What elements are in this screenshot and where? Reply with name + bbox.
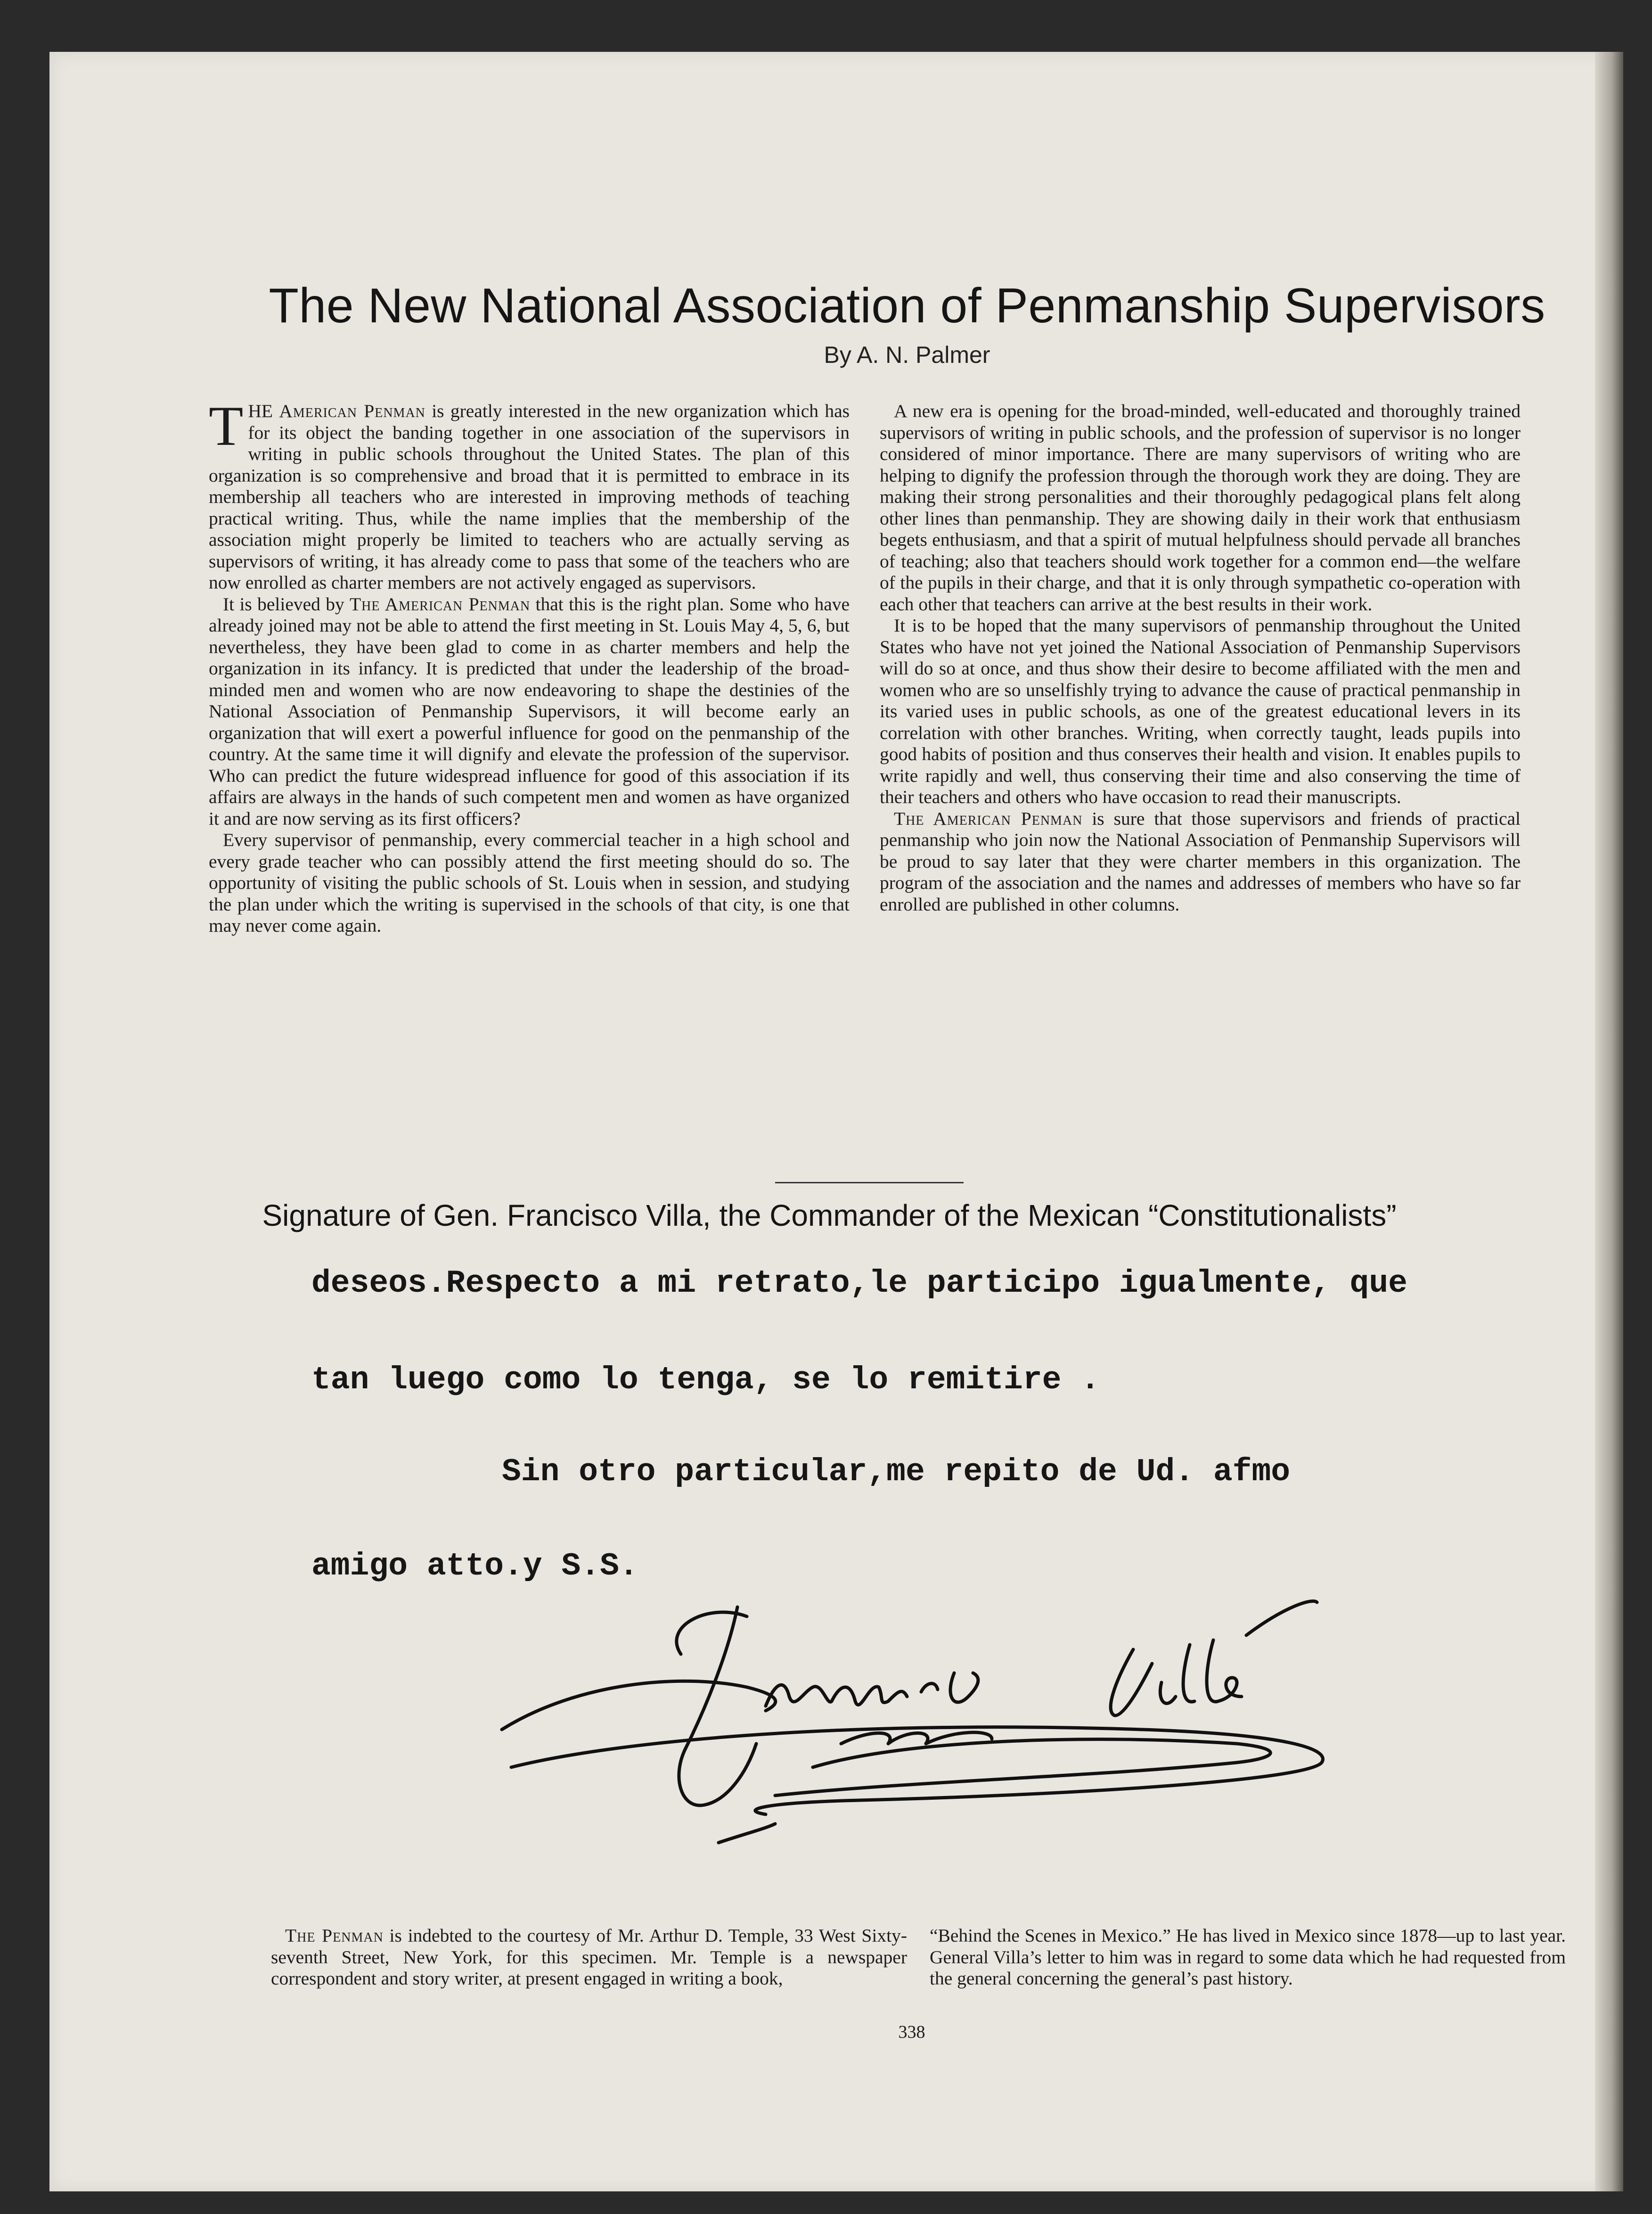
paragraph-text: is sure that those supervisors and friends of practical penmanship who join now the National Association of Penmanship Supervisors will be proud to say later that they were charter members in this organization. The program of the association and the names and addresses of members who have so far enrolled are published in other columns. xyxy=(880,808,1521,915)
paragraph-text: is indebted to the courtesy of Mr. Arthur D. Temple, 33 West Sixty-seventh Street, New York, for this specimen. Mr. Temple is a newspaper correspondent and story writer, at present engaged in writing a book, xyxy=(271,1925,907,1989)
paragraph: “Behind the Scenes in Mexico.” He has lived in Mexico since 1878—up to last year. General Villa’s letter to him was in regard to some data which he had requested from the general concerning the general’s past history. xyxy=(930,1925,1566,1989)
right-column xyxy=(880,401,1521,915)
footnote-right xyxy=(930,1925,1566,1990)
section-divider xyxy=(775,1182,964,1183)
paragraph: A new era is opening for the broad-minded, well-educated and thoroughly trained supervisors of writing in public schools, and the profession of supervisor is no longer considered of minor importance. There are many supervisors of writing who are helping to dignify the profession through the thorough work they are doing. They are making their strong personalities and their thoroughly pedagogical plans felt along other lines than penmanship. They are showing daily in their work that enthusiasm begets enthusiasm, and that a spirit of mutual helpfulness should pervade all branches of teaching; also that teachers should work together for a common end—the welfare of the pupils in their charge, and that it is only through sympathetic co-operation with each other that teachers can arrive at the best results in their work. xyxy=(880,401,1521,615)
left-column xyxy=(209,394,850,937)
paragraph-lead: HE xyxy=(248,401,279,421)
typed-line: amigo atto.y S.S. xyxy=(311,1548,638,1584)
publication-name: American Penman xyxy=(279,401,425,421)
footnote-left xyxy=(271,1925,907,1990)
villa-signature xyxy=(483,1588,1416,1852)
paragraph xyxy=(271,1925,907,1990)
paragraph: It is to be hoped that the many supervisors of penmanship throughout the United States who have not yet joined the National Association of Penmanship Supervisors will do so at once, and thus show their desire to become affiliated with the men and women who are so unselfishly trying to advance the cause of practical penmanship in its varied uses in public schools, as one of the greatest educational levers in its correlation with other branches. Writing, when correctly taught, leads pupils into good habits of position and thus conserves their health and vision. It enables pupils to write rapidly and well, thus conserving their time and also conserving the time of their teachers and others who have occasion to read their manuscripts. xyxy=(880,615,1521,807)
paragraph xyxy=(209,594,850,830)
paragraph-text: is greatly interested in the new organization which has for its object the banding together in one association of the supervisors in writing in public schools throughout the United States. The plan of this organization is so comprehensive and broad that it is permitted to embrace in its membership all teachers who are interested in improving methods of teaching practical writing. Thus, while the name implies that the membership of the association might properly be limited to teachers who are actually serving as supervisors of writing, it has already come to pass that some of the teachers who are now enrolled as charter members are not actively engaged as supervisors. xyxy=(209,401,850,593)
paragraph: Every supervisor of penmanship, every commercial teacher in a high school and every grade teacher who can possibly attend the first meeting should do so. The opportunity of visiting the public schools of St. Louis when in session, and studying the plan under which the writing is supervised in the schools of that city, is one that may never come again. xyxy=(209,829,850,936)
specimen-caption: Signature of Gen. Francisco Villa, the Commander of the Mexican “Constitutionalists” xyxy=(262,1198,1397,1232)
publication-name: The American Penman xyxy=(894,808,1083,829)
publication-name: The American Penman xyxy=(350,593,531,615)
typed-line: deseos.Respecto a mi retrato,le participo igualmente, que xyxy=(311,1265,1407,1302)
typed-line: Sin otro particular,me repito de Ud. afmo xyxy=(502,1454,1291,1490)
article-title: The New National Association of Penmanship Supervisors xyxy=(269,279,1546,333)
paragraph-lead: It is believed by xyxy=(223,593,350,615)
article-byline: By A. N. Palmer xyxy=(824,342,990,368)
drop-cap: T xyxy=(209,394,244,457)
typed-line: tan luego como lo tenga, se lo remitire . xyxy=(311,1362,1100,1398)
paragraph xyxy=(880,808,1521,916)
binding-spine xyxy=(1595,52,1623,2191)
page-number: 338 xyxy=(898,2022,925,2042)
publication-name: The Penman xyxy=(285,1925,384,1946)
paragraph-text: that this is the right plan. Some who have already joined may not be able to attend the first meeting in St. Louis May 4, 5, 6, but nevertheless, they have been glad to come in as charter members and help the organization in its infancy. It is predicted that under the leadership of the broad-minded men and women who are now endeavoring to shape the destinies of the National Association of Penmanship Supervisors, it will become early an organization that will exert a powerful influence for good on the penmanship of the country. At the same time it will dignify and elevate the profession of the supervisor. Who can predict the future widespread influence for good of this association if its affairs are always in the hands of such competent men and women as have organized it and are now serving as its first officers? xyxy=(209,593,850,829)
paragraph xyxy=(209,394,850,594)
magazine-page xyxy=(49,52,1623,2191)
